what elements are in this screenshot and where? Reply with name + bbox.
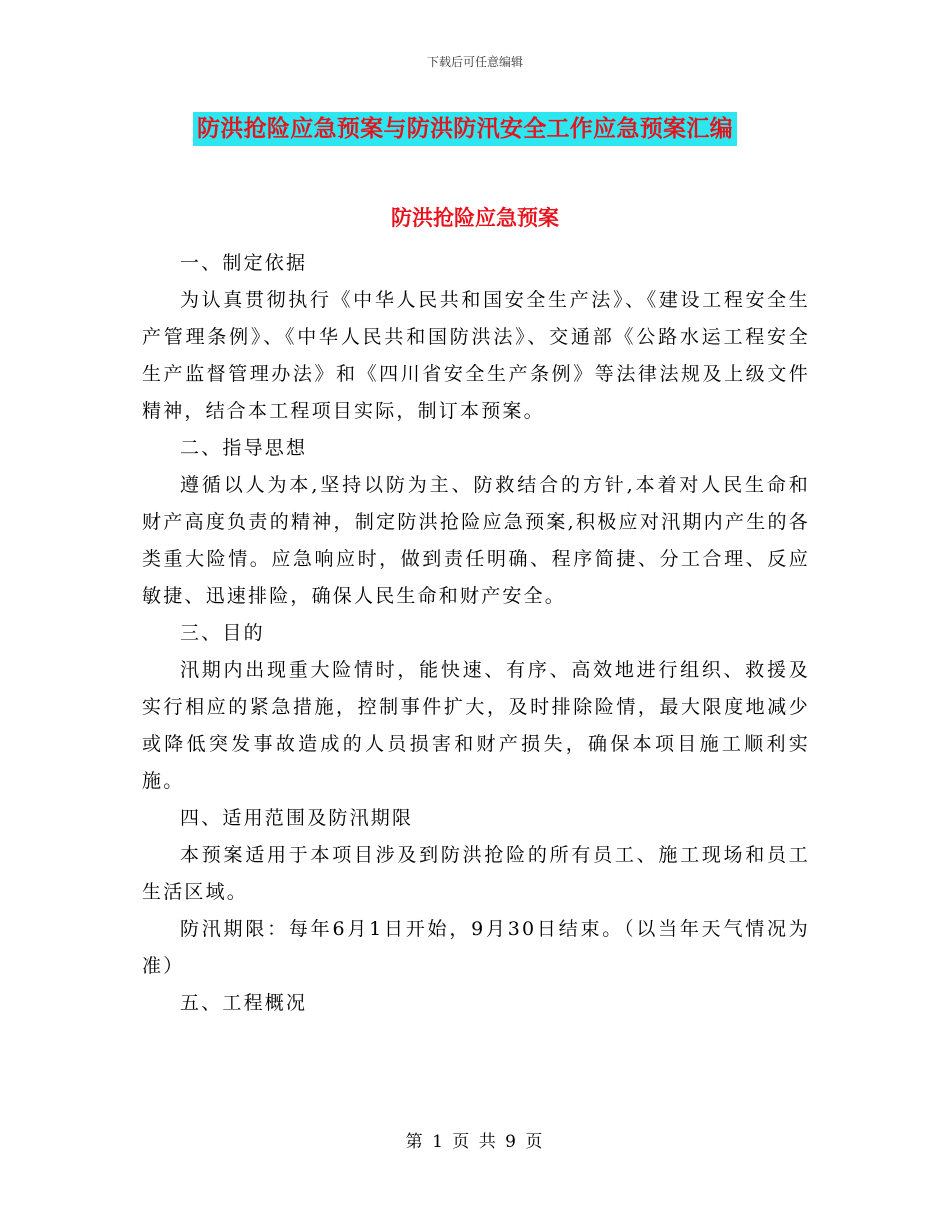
paragraph-flood-period: 防汛期限：每年6月1日开始，9月30日结束。（以当年天气情况为准） xyxy=(142,918,810,977)
heading-guiding-principle: 二、指导思想 xyxy=(180,437,308,459)
page-number: 第 1 页 共 9 页 xyxy=(405,1132,545,1152)
paragraph-basis: 为认真贯彻执行《中华人民共和国安全生产法》、《建设工程安全生产管理条例》、《中华人民共和国防洪法》、交通部《公路水运工程安全生产监督管理办法》和《四川省安全生产条例》等法律法规及上级文件精神，结合本工程项目实际，制订本预案。 xyxy=(142,289,810,422)
heading-project-overview: 五、工程概况 xyxy=(180,992,308,1014)
heading-scope: 四、适用范围及防汛期限 xyxy=(180,807,414,829)
paragraph-guiding-principle: 遵循以人为本,坚持以防为主、防救结合的方针,本着对人民生命和财产高度负责的精神，制定防洪抢险应急预案,积极应对汛期内产生的各类重大险情。应急响应时，做到责任明确、程序简捷、分工合理、反应敏捷、迅速排险，确保人民生命和财产安全。 xyxy=(142,474,810,607)
document-body xyxy=(142,245,810,1022)
page-header-note: 下载后可任意编辑 xyxy=(426,55,523,69)
paragraph-purpose: 汛期内出现重大险情时，能快速、有序、高效地进行组织、救援及实行相应的紧急措施，控制事件扩大，及时排除险情，最大限度地减少或降低突发事故造成的人员损害和财产损失，确保本项目施工顺利实施。 xyxy=(142,659,810,792)
section-title: 防洪抢险应急预案 xyxy=(391,205,559,230)
paragraph-scope: 本预案适用于本项目涉及到防洪抢险的所有员工、施工现场和员工生活区域。 xyxy=(142,844,810,903)
heading-basis: 一、制定依据 xyxy=(180,252,308,274)
document-title: 防洪抢险应急预案与防洪防汛安全工作应急预案汇编 xyxy=(193,112,737,146)
heading-purpose: 三、目的 xyxy=(180,622,265,644)
